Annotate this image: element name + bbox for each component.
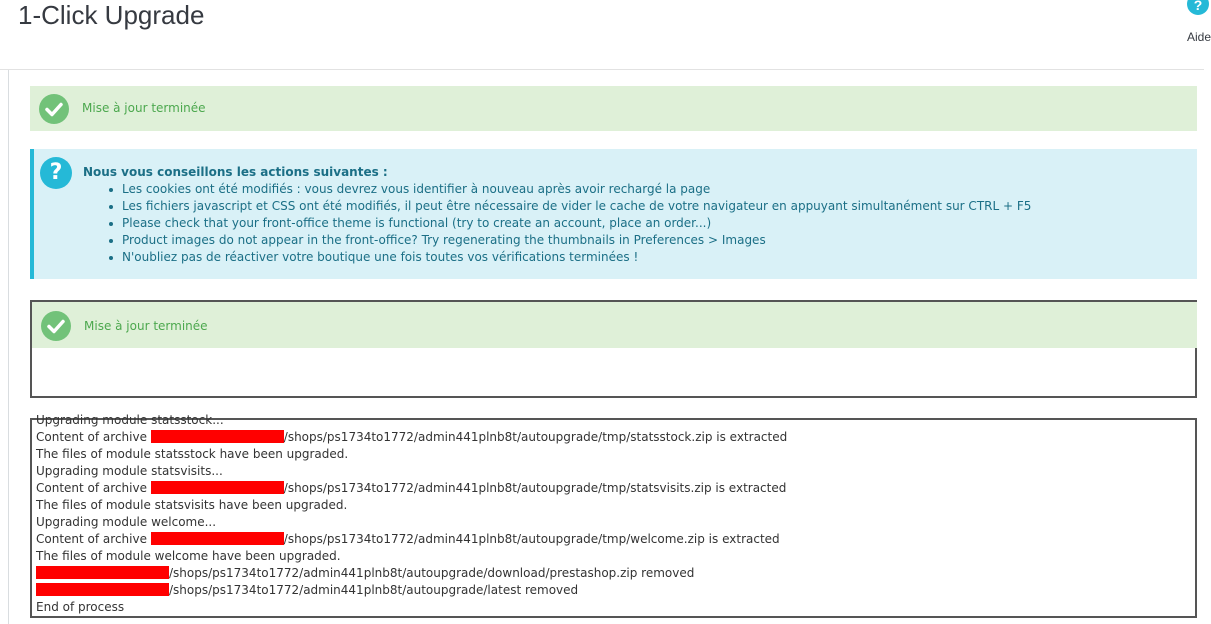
log-text: /shops/ps1734to1772/admin441plnb8t/autoupgrade/tmp/statsvisits.zip is extracted	[283, 481, 787, 495]
log-text: Upgrading module statsstock...	[36, 413, 224, 427]
log-line	[36, 599, 787, 616]
log-line	[36, 548, 787, 565]
log-line	[36, 531, 787, 548]
log-line	[36, 412, 787, 429]
help-label: Aide	[1187, 30, 1211, 44]
log-text: /shops/ps1734to1772/admin441plnb8t/autoupgrade/tmp/statsstock.zip is extracted	[283, 430, 788, 444]
log-text: /shops/ps1734to1772/admin441plnb8t/autoupgrade/download/prestashop.zip removed	[169, 566, 695, 580]
info-title: Nous vous conseillons les actions suivantes :	[83, 165, 388, 179]
log-text: Upgrading module welcome...	[36, 515, 217, 529]
page-title: 1-Click Upgrade	[18, 0, 205, 30]
log-line	[36, 582, 787, 599]
log-text: End of process	[36, 600, 125, 614]
list-item: N'oubliez pas de réactiver votre boutique une fois toutes vos vérifications terminées !	[104, 249, 1031, 266]
success-message: Mise à jour terminée	[84, 319, 208, 333]
list-item: Product images do not appear in the front-office? Try regenerating the thumbnails in Preferences > Images	[104, 232, 1031, 249]
log-lines	[36, 412, 787, 616]
redaction	[36, 566, 169, 579]
log-line	[36, 429, 787, 446]
success-alert	[32, 302, 1197, 348]
redaction	[151, 430, 284, 443]
log-text: Content of archive	[36, 430, 151, 444]
upgrade-log[interactable]	[30, 413, 1197, 618]
redaction	[151, 481, 284, 494]
log-line	[36, 565, 787, 582]
redaction	[151, 532, 284, 545]
check-circle-icon	[39, 94, 69, 124]
success-message: Mise à jour terminée	[82, 101, 206, 115]
log-text: Content of archive	[36, 532, 151, 546]
success-alert	[30, 86, 1197, 131]
recommended-actions-list	[104, 181, 1031, 266]
log-text: The files of module welcome have been upgraded.	[36, 549, 341, 563]
help-icon: ?	[1187, 0, 1209, 15]
log-text: /shops/ps1734to1772/admin441plnb8t/autoupgrade/latest removed	[169, 583, 579, 597]
log-line	[36, 463, 787, 480]
list-item: Les fichiers javascript et CSS ont été modifiés, il peut être nécessaire de vider le cache de votre navigateur en appuyant simultanément sur CTRL + F5	[104, 198, 1031, 215]
log-line	[36, 480, 787, 497]
log-text: Upgrading module statsvisits...	[36, 464, 223, 478]
redaction	[36, 583, 169, 596]
page-header	[0, 0, 1211, 70]
log-line	[36, 446, 787, 463]
help-button[interactable]	[1184, 0, 1211, 46]
log-text: Content of archive	[36, 481, 151, 495]
list-item: Les cookies ont été modifiés : vous devrez vous identifier à nouveau après avoir rechargé la page	[104, 181, 1031, 198]
log-text: The files of module statsstock have been upgraded.	[36, 447, 349, 461]
upgrade-result-box	[30, 300, 1197, 398]
question-icon: ?	[40, 157, 72, 189]
log-text: /shops/ps1734to1772/admin441plnb8t/autoupgrade/tmp/welcome.zip is extracted	[283, 532, 780, 546]
log-line	[36, 497, 787, 514]
info-alert	[30, 149, 1197, 279]
check-circle-icon	[41, 311, 71, 341]
log-text: The files of module statsvisits have been upgraded.	[36, 498, 348, 512]
list-item: Please check that your front-office theme is functional (try to create an account, place an order...)	[104, 215, 1031, 232]
log-line	[36, 514, 787, 531]
